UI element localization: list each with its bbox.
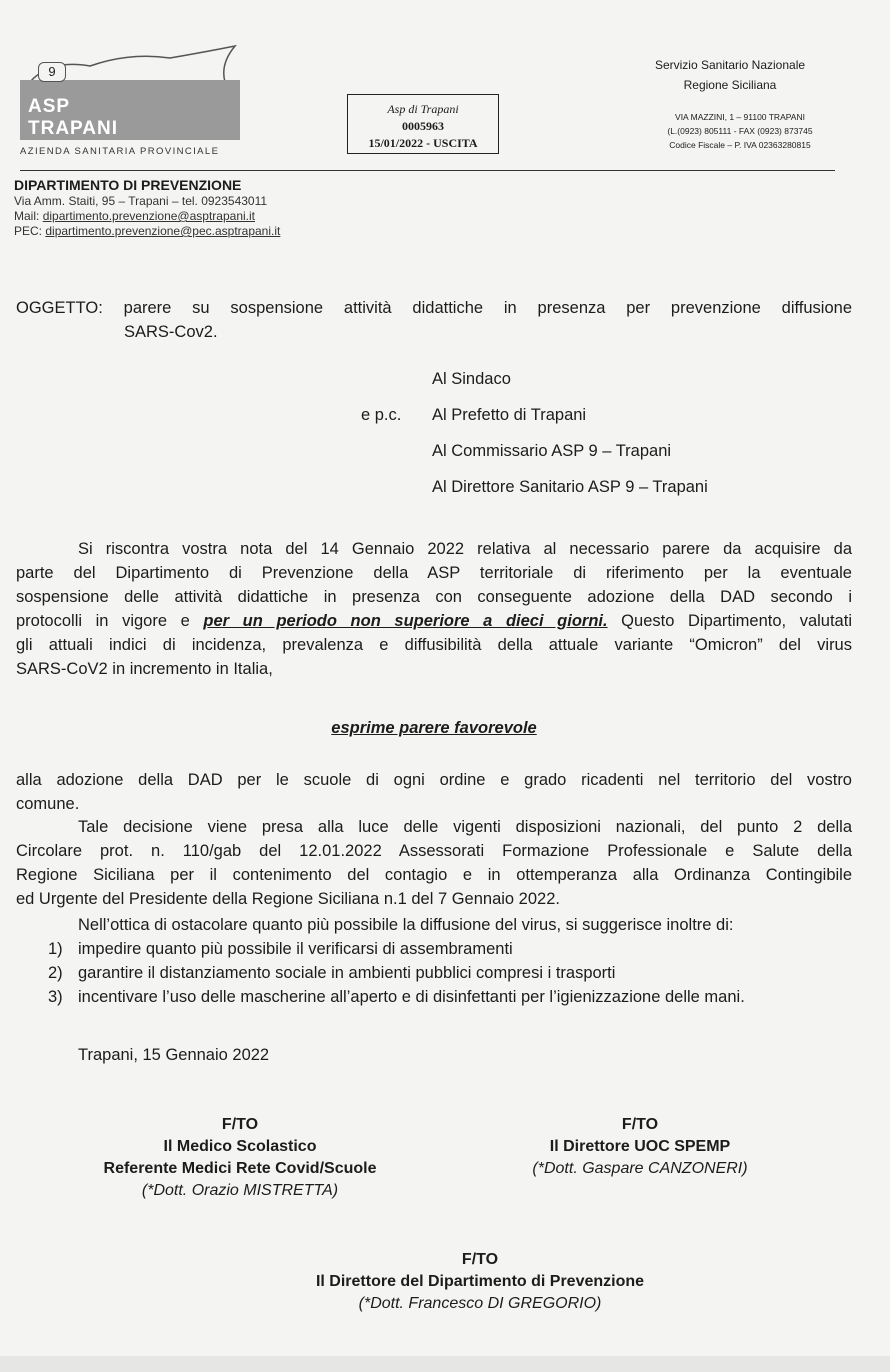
list-item [48, 961, 745, 985]
department-block [14, 177, 280, 239]
sig-right-role1: Il Direttore UOC SPEMP [549, 1138, 731, 1155]
mail-link[interactable]: dipartimento.prevenzione@asptrapani.it [42, 209, 255, 223]
address-line2: (L.(0923) 805111 - FAX (0923) 873745 [667, 126, 813, 136]
ssn-line1: Servizio Sanitario Nazionale [654, 58, 806, 72]
pec-link[interactable]: dipartimento.prevenzione@pec.asptrapani.it [45, 224, 281, 238]
list-text: impedire quanto più possibile il verificarsi di assembramenti [78, 940, 513, 958]
p1-l4-post: Questo Dipartimento, valutati [607, 612, 852, 630]
address-line3: Codice Fiscale – P. IVA 02363280815 [669, 140, 811, 150]
sig-left-name: (*Dott. Orazio MISTRETTA) [141, 1182, 339, 1199]
p3-line3: Regione Siciliana per il contenimento del contagio e in ottemperanza alla Ordinanza Contingibile [16, 866, 852, 884]
sig-left-role1: Il Medico Scolastico [163, 1138, 317, 1155]
sig-left-role2: Referente Medici Rete Covid/Scuole [103, 1160, 377, 1177]
logo-text [28, 96, 118, 140]
list-item [48, 937, 745, 961]
recipient-3: Al Commissario ASP 9 – Trapani [432, 442, 672, 460]
signature-right [470, 1114, 810, 1180]
p2-line1: alla adozione della DAD per le scuole di ogni ordine e grado ricadenti nel territorio del vostro [16, 771, 852, 789]
decision-text: esprime parere favorevole [331, 719, 537, 737]
department-mail [14, 209, 280, 224]
p3-line1: Tale decisione viene presa alla luce delle vigenti disposizioni nazionali, del punto 2 della [78, 818, 852, 836]
list-text: incentivare l’uso delle mascherine all’aperto e di disinfettanti per l’igienizzazione delle mani. [78, 988, 745, 1006]
stamp-issuer: Asp di Trapani [387, 102, 459, 116]
logo-line1: ASP [28, 96, 71, 117]
suggestion-list [48, 937, 745, 1009]
department-pec [14, 224, 280, 239]
sig-bottom-name: (*Dott. Francesco DI GREGORIO) [358, 1295, 602, 1312]
p1-line1: Si riscontra vostra nota del 14 Gennaio 2022 relativa al necessario parere da acquisire da [78, 540, 852, 558]
subject-line2: SARS-Cov2. [124, 323, 218, 341]
logo-badge: 9 [38, 62, 66, 82]
protocol-stamp [347, 94, 499, 154]
recipient-1: Al Sindaco [432, 370, 511, 388]
list-text: garantire il distanziamento sociale in ambienti pubblici compresi i trasporti [78, 964, 616, 982]
sig-left-fto: F/TO [221, 1116, 259, 1133]
p3-line2: Circolare prot. n. 110/gab del 12.01.2022 Assessorati Formazione Professionale e Salute della [16, 842, 852, 860]
body-paragraph-2 [16, 768, 852, 816]
epc-label: e p.c. [361, 406, 402, 424]
p1-line2: parte del Dipartimento di Prevenzione della ASP territoriale di riferimento per la eventuale [16, 564, 852, 582]
body-paragraph-3 [16, 815, 852, 911]
sig-bottom-role1: Il Direttore del Dipartimento di Prevenzione [315, 1273, 645, 1290]
sig-bottom-fto: F/TO [461, 1251, 499, 1268]
decision-line [16, 716, 852, 740]
asp-address [640, 110, 840, 152]
address-line1: VIA MAZZINI, 1 – 91100 TRAPANI [675, 112, 805, 122]
p1-emphasis: per un periodo non superiore a dieci giorni. [203, 612, 608, 630]
p1-line5: gli attuali indici di incidenza, prevalenza e diffusibilità della attuale variante “Omicron” del virus [16, 636, 852, 654]
pec-label: PEC: [14, 224, 43, 238]
list-number: 3) [48, 988, 63, 1006]
header-divider [20, 170, 835, 171]
sig-right-fto: F/TO [621, 1116, 659, 1133]
signature-bottom [230, 1249, 730, 1315]
list-item [48, 985, 745, 1009]
p2-line2: comune. [16, 795, 80, 813]
ssn-line2: Regione Siciliana [683, 78, 777, 92]
signature-left [40, 1114, 440, 1202]
p1-line6: SARS-CoV2 in incremento in Italia, [16, 660, 273, 678]
ssn-header [620, 55, 840, 95]
subject-line1 [16, 296, 852, 320]
logo-line2: TRAPANI [28, 118, 119, 139]
body-paragraph-1 [16, 537, 852, 681]
mail-label: Mail: [14, 209, 40, 223]
place-date: Trapani, 15 Gennaio 2022 [78, 1046, 270, 1064]
recipient-2: Al Prefetto di Trapani [432, 406, 587, 424]
p1-line4 [16, 609, 852, 633]
stamp-number: 0005963 [402, 119, 444, 133]
logo-subtitle: AZIENDA SANITARIA PROVINCIALE [20, 146, 220, 157]
sig-right-name: (*Dott. Gaspare CANZONERI) [532, 1160, 748, 1177]
stamp-date: 15/01/2022 - USCITA [368, 136, 478, 150]
list-number: 1) [48, 940, 63, 958]
p4-line: Nell’ottica di ostacolare quanto più possibile la diffusione del virus, si suggerisce inoltre di: [78, 916, 734, 934]
p1-l4-pre: protocolli in vigore e [16, 612, 204, 630]
subject-text: parere su sospensione attività didattiche in presenza per prevenzione diffusione [123, 299, 852, 317]
subject-label: OGGETTO: [16, 299, 103, 317]
p3-line4: ed Urgente del Presidente della Regione Siciliana n.1 del 7 Gennaio 2022. [16, 890, 560, 908]
department-title: DIPARTIMENTO DI PREVENZIONE [14, 177, 242, 193]
department-address: Via Amm. Staiti, 95 – Trapani – tel. 0923543011 [14, 194, 268, 208]
bottom-edge [0, 1356, 890, 1372]
list-number: 2) [48, 964, 63, 982]
recipient-4: Al Direttore Sanitario ASP 9 – Trapani [432, 478, 708, 496]
p1-line3: sospensione delle attività didattiche in presenza con conseguente adozione della DAD secondo i [16, 588, 852, 606]
